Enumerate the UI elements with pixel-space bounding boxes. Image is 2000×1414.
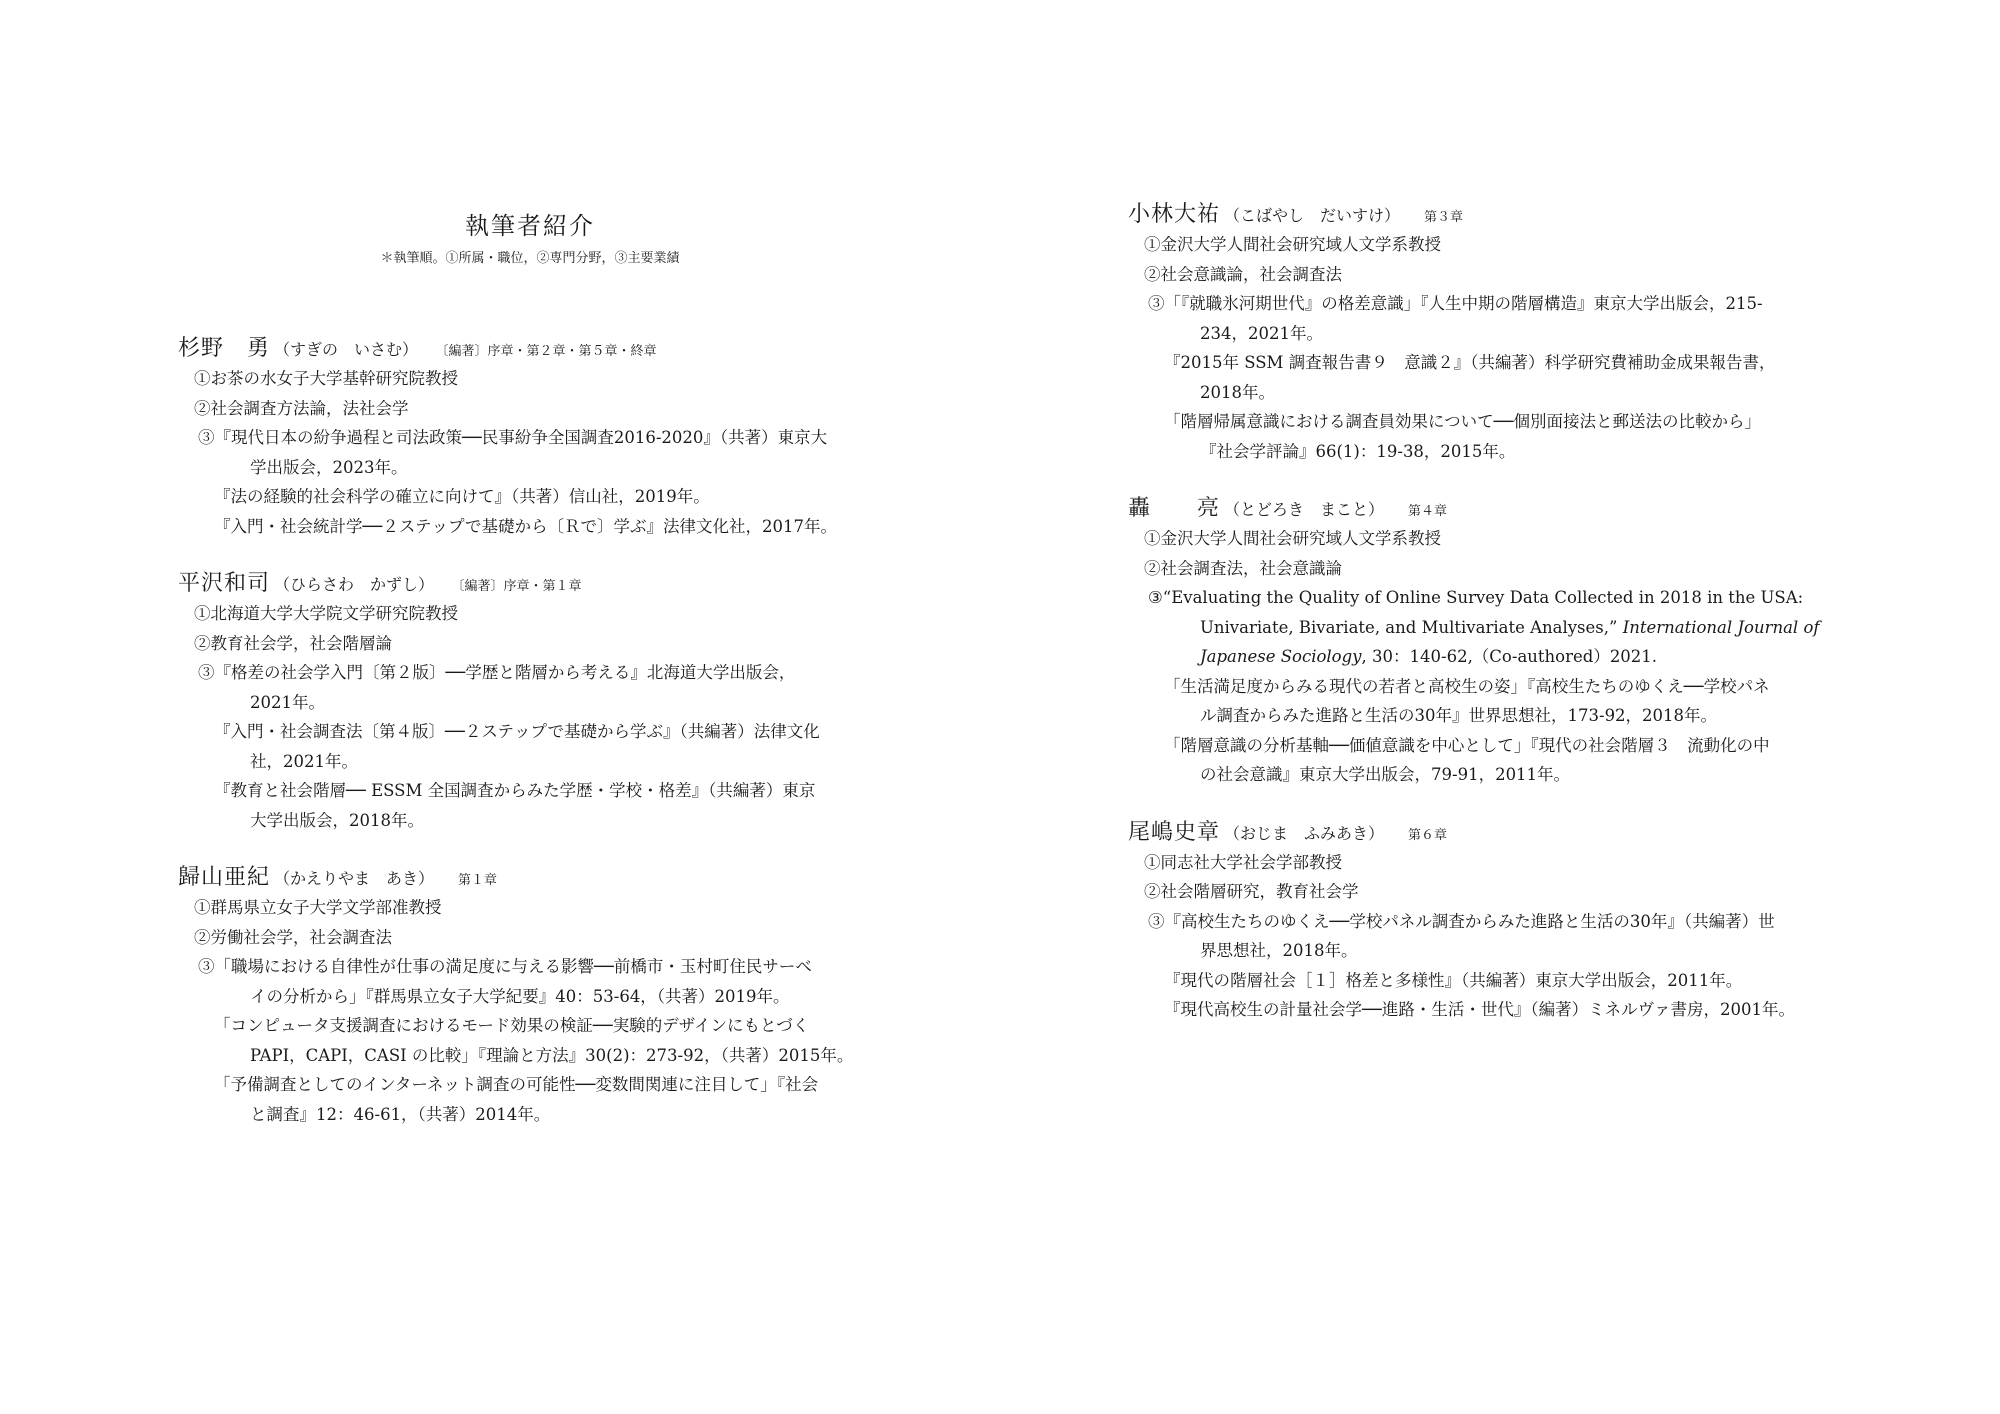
author-work: 『教育と社会階層── ESSM 全国調査からみた学歴・学校・格差』（共編著）東京 大学出版会，2018年。 — [214, 781, 816, 830]
author-affiliation: ①群馬県立女子大学文学部准教授 — [194, 898, 442, 917]
author-work: ③『高校生たちのゆくえ──学校パネル調査からみた進路と生活の30年』（共編著）世 界思想社，2018年。 — [1148, 911, 1775, 960]
page-title: 執筆者紹介 — [465, 212, 595, 240]
author-reading: （おじま ふみあき） — [1224, 823, 1385, 843]
page-note: ＊執筆順。①所属・職位，②専門分野，③主要業績 — [380, 251, 680, 266]
right-column — [1128, 200, 1888, 1025]
author-work: 「生活満足度からみる現代の若者と高校生の姿」『高校生たちのゆくえ──学校パネ ル調査からみた進路と生活の30年』世界思想社，173-92，2018年。 — [1164, 676, 1770, 725]
author-name: 小林大祐 — [1128, 202, 1221, 227]
author-affiliation: ①お茶の水女子大学基幹研究院教授 — [194, 369, 458, 388]
author-work: ③“Evaluating the Quality of Online Survey Data Collected in 2018 in the USA: Univariate, Bivariate, and Multivariate Analyses,” International Journal of Japanese Sociology, 30：140-62,（Co-authored）2021. — [1148, 588, 1820, 666]
author-fields: ②労働社会学，社会調査法 — [194, 927, 392, 947]
left-column — [178, 334, 938, 1129]
author-reading: （とどろき まこと） — [1224, 500, 1385, 519]
author-name: 杉野 勇 — [178, 336, 271, 361]
author-fields: ②教育社会学，社会階層論 — [194, 633, 392, 653]
author-affiliation: ①金沢大学人間社会研究域人文学系教授 — [1144, 529, 1441, 548]
author-reading: （こばやし だいすけ） — [1224, 206, 1401, 225]
author-reading: （かえりやま あき） — [274, 869, 435, 888]
author-work: 『2015年 SSM 調査報告書９ 意識２』（共編著）科学研究費補助金成果報告書， 2018年。 — [1164, 353, 1776, 402]
author-work: ③「職場における自律性が仕事の満足度に与える影響──前橋市・玉村町住民サーベ イの分析から」『群馬県立女子大学紀要』40：53-64，（共著）2019年。 — [198, 957, 812, 1006]
author-chapters: 第１章 — [458, 873, 498, 888]
author-entry — [178, 863, 938, 1129]
author-affiliation: ①金沢大学人間社会研究域人文学系教授 — [1144, 235, 1441, 254]
author-work: 「階層意識の分析基軸──価値意識を中心として」『現代の社会階層３ 流動化の中 の社会意識』東京大学出版会，79-91，2011年。 — [1164, 735, 1770, 784]
author-work: 『入門・社会調査法〔第４版〕──２ステップで基礎から学ぶ』（共編著）法律文化 社，2021年。 — [214, 722, 820, 771]
author-fields: ②社会階層研究，教育社会学 — [1144, 882, 1359, 901]
author-entry — [1128, 818, 1888, 1025]
author-work: 『入門・社会統計学──２ステップで基礎から〔Ｒで〕学ぶ』法律文化社，2017年。 — [214, 516, 838, 536]
author-entry — [1128, 200, 1888, 466]
author-entry — [1128, 494, 1888, 790]
author-name: 轟 亮 — [1128, 496, 1221, 521]
author-chapters: 第４章 — [1408, 504, 1448, 519]
author-name: 歸山亜紀 — [178, 865, 271, 890]
author-work: ③「『就職氷河期世代』の格差意識」『人生中期の階層構造』東京大学出版会，215- 234，2021年。 — [1148, 294, 1763, 343]
author-work: 「コンピュータ支援調査におけるモード効果の検証──実験的デザインにもとづく PAPI，CAPI，CASI の比較」『理論と方法』30(2)：273-92，（共著）2015年。 — [214, 1016, 854, 1065]
author-fields: ②社会意識論，社会調査法 — [1144, 264, 1342, 284]
author-work: ③『格差の社会学入門〔第２版〕──学歴と階層から考える』北海道大学出版会， 2021年。 — [198, 663, 796, 712]
author-chapters: 第６章 — [1408, 827, 1448, 843]
author-name: 尾嶋史章 — [1128, 819, 1221, 845]
author-work: 「予備調査としてのインターネット調査の可能性──変数間関連に注目して」『社会 と調査』12：46-61，（共著）2014年。 — [214, 1075, 819, 1124]
author-work: 「階層帰属意識における調査員効果について──個別面接法と郵送法の比較から」 『社会学評論』66(1)：19-38，2015年。 — [1164, 412, 1762, 461]
author-affiliation: ①同志社大学社会学部教授 — [1144, 852, 1342, 872]
author-chapters: 〔編著〕序章・第２章・第５章・終章 — [442, 344, 657, 359]
author-fields: ②社会調査法，社会意識論 — [1144, 558, 1342, 578]
author-affiliation: ①北海道大学大学院文学研究院教授 — [194, 604, 458, 623]
author-name: 平沢和司 — [178, 571, 271, 596]
author-reading: （すぎの いさむ） — [274, 340, 419, 359]
author-entry — [178, 334, 938, 541]
author-fields: ②社会調査方法論，法社会学 — [194, 398, 409, 418]
author-reading: （ひらさわ かずし） — [274, 575, 435, 594]
author-chapters: 第３章 — [1424, 210, 1464, 225]
author-work: ③『現代日本の紛争過程と司法政策──民事紛争全国調査2016-2020』（共著）東京大 学出版会，2023年。 — [198, 428, 828, 477]
author-chapters: 〔編著〕序章・第１章 — [458, 579, 582, 594]
author-work: 『現代の階層社会［１］格差と多様性』（共編著）東京大学出版会，2011年。 — [1164, 970, 1743, 990]
author-work: 『現代高校生の計量社会学──進路・生活・世代』（編著）ミネルヴァ書房，2001年。 — [1164, 1000, 1795, 1019]
author-entry — [178, 569, 938, 835]
author-work: 『法の経験的社会科学の確立に向けて』（共著）信山社，2019年。 — [214, 487, 710, 506]
